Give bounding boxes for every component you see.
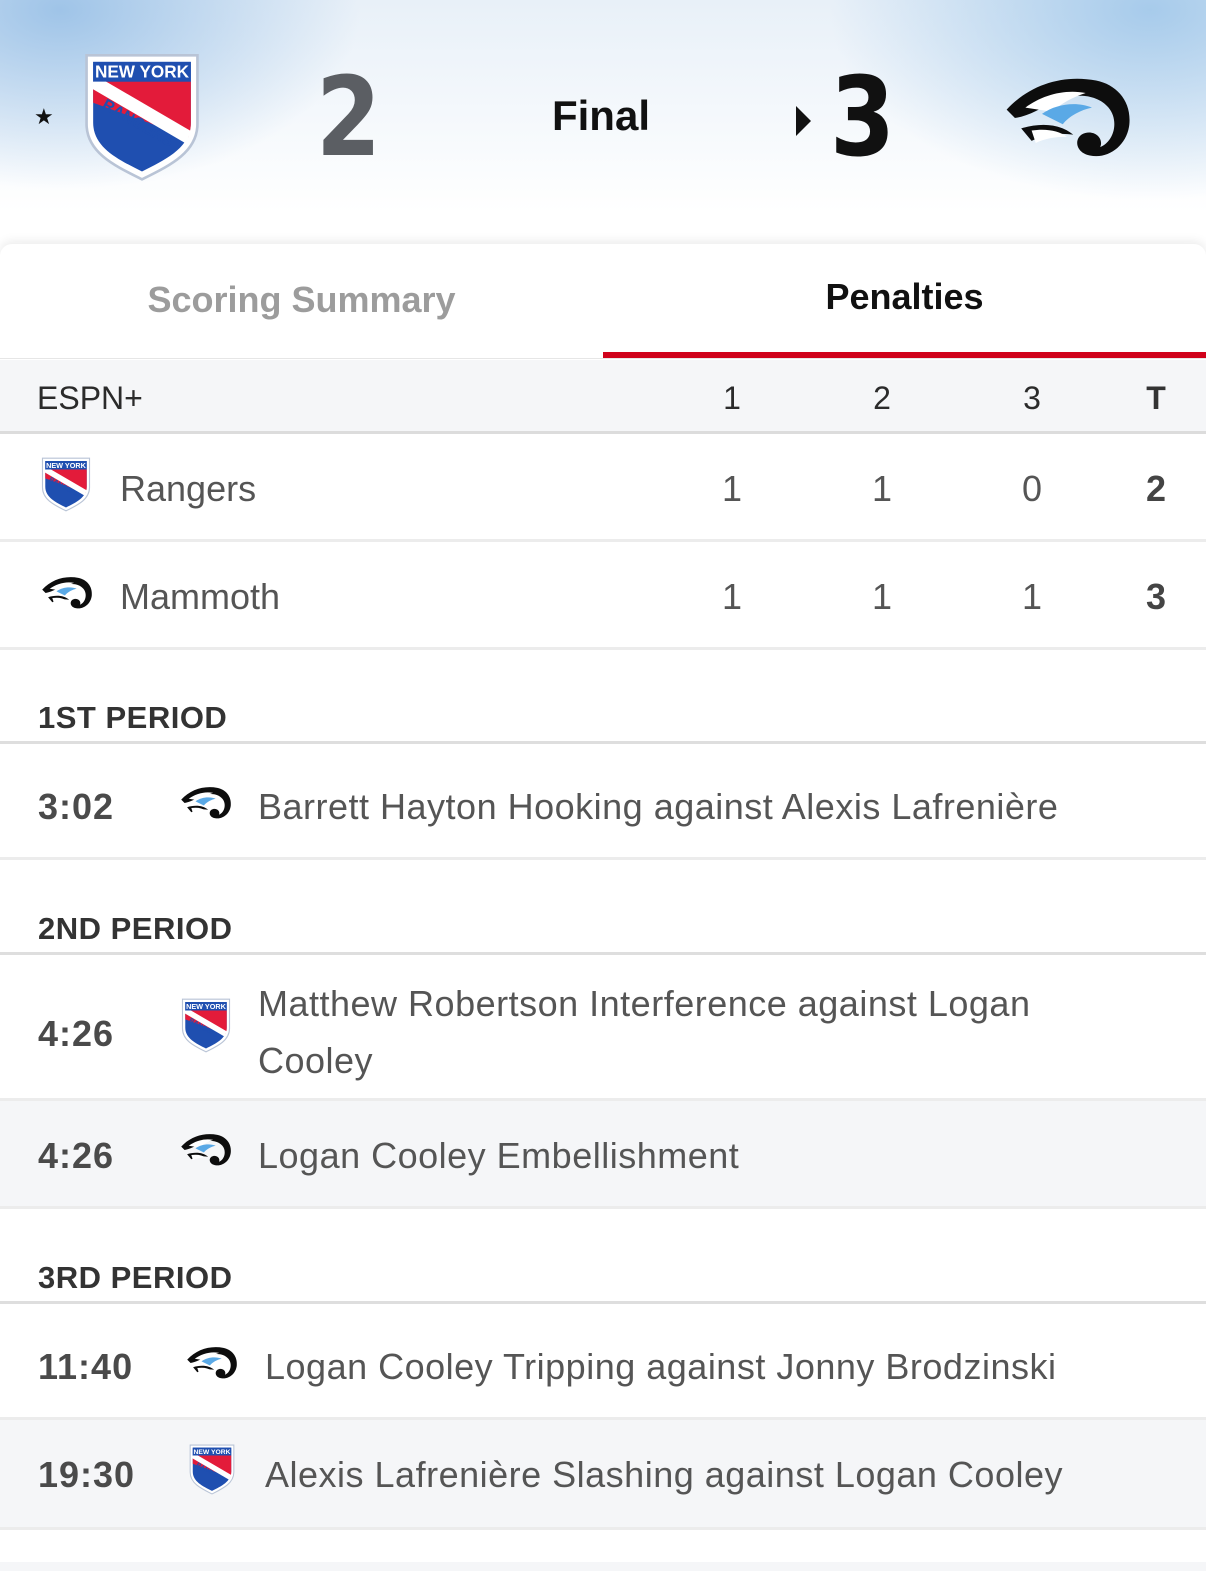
period-score: 1: [1021, 576, 1043, 617]
period-title: 2ND PERIOD: [38, 911, 233, 946]
period-header: [0, 700, 1206, 744]
period-score: 1: [871, 576, 893, 617]
period-header: [0, 1260, 1206, 1304]
favorite-star-icon: ★: [34, 104, 54, 129]
penalty-row[interactable]: [0, 1101, 1206, 1209]
linescore-header: [0, 360, 1206, 434]
total-score: 2: [1145, 468, 1167, 509]
mammoth-logo-icon: [178, 782, 234, 824]
mammoth-logo-icon: [38, 572, 96, 614]
total-score: 3: [1145, 576, 1167, 617]
linescore-row-mammoth[interactable]: [0, 542, 1206, 650]
period-score: 1: [721, 576, 743, 617]
penalty-time: 4:26: [38, 1013, 115, 1054]
team-name: Rangers: [120, 468, 257, 509]
mammoth-logo-icon[interactable]: [1000, 66, 1136, 170]
mammoth-logo-icon: [184, 1342, 240, 1384]
rangers-logo-icon: [178, 997, 234, 1053]
penalty-row[interactable]: [0, 965, 1206, 1101]
penalty-description: Barrett Hayton Hooking against Alexis Lafrenière: [258, 786, 1059, 827]
rangers-logo-icon: [38, 456, 94, 512]
summary-tabs: [0, 244, 1206, 359]
penalty-time: 3:02: [38, 786, 115, 827]
away-score: 3: [830, 53, 894, 181]
penalty-row[interactable]: [0, 754, 1206, 860]
column-header: 1: [723, 380, 741, 416]
period-title: 3RD PERIOD: [38, 1260, 233, 1295]
home-score: 2: [316, 53, 380, 181]
period-header: [0, 911, 1206, 955]
period-score: 0: [1021, 468, 1043, 509]
penalty-time: 19:30: [38, 1454, 136, 1495]
game-status: Final: [551, 92, 650, 139]
penalty-time: 11:40: [38, 1346, 134, 1387]
penalty-description-line-2: Cooley: [258, 1040, 374, 1081]
linescore-row-rangers[interactable]: [0, 434, 1206, 542]
penalty-row[interactable]: [0, 1420, 1206, 1530]
team-name: Mammoth: [120, 576, 281, 617]
network-label: ESPN+: [37, 380, 143, 416]
active-tab-indicator: [603, 352, 1206, 358]
column-header-total: T: [1146, 380, 1166, 416]
penalty-description-line-1: Matthew Robertson Interference against Logan: [258, 983, 1031, 1024]
column-header: 3: [1023, 380, 1041, 416]
rangers-logo-icon[interactable]: [76, 50, 208, 182]
column-header: 2: [873, 380, 891, 416]
period-score: 1: [871, 468, 893, 509]
penalty-description: Logan Cooley Embellishment: [258, 1135, 740, 1176]
mammoth-logo-icon: [178, 1129, 234, 1171]
penalty-time: 4:26: [38, 1135, 115, 1176]
penalty-description: Logan Cooley Tripping against Jonny Brodzinski: [265, 1346, 1057, 1387]
penalty-row[interactable]: [0, 1314, 1206, 1420]
card-bottom-edge: [0, 1562, 1206, 1571]
period-title: 1ST PERIOD: [38, 700, 228, 735]
scoreboard-header: [0, 0, 1206, 250]
penalty-description: Alexis Lafrenière Slashing against Logan Cooley: [265, 1454, 1063, 1495]
winner-arrow-icon: [796, 106, 811, 136]
game-summary-card: [0, 244, 1206, 1571]
tab-scoring-summary[interactable]: Scoring Summary: [147, 278, 456, 320]
tab-penalties[interactable]: Penalties: [825, 275, 984, 317]
rangers-logo-icon: [186, 1442, 238, 1496]
period-score: 1: [721, 468, 743, 509]
